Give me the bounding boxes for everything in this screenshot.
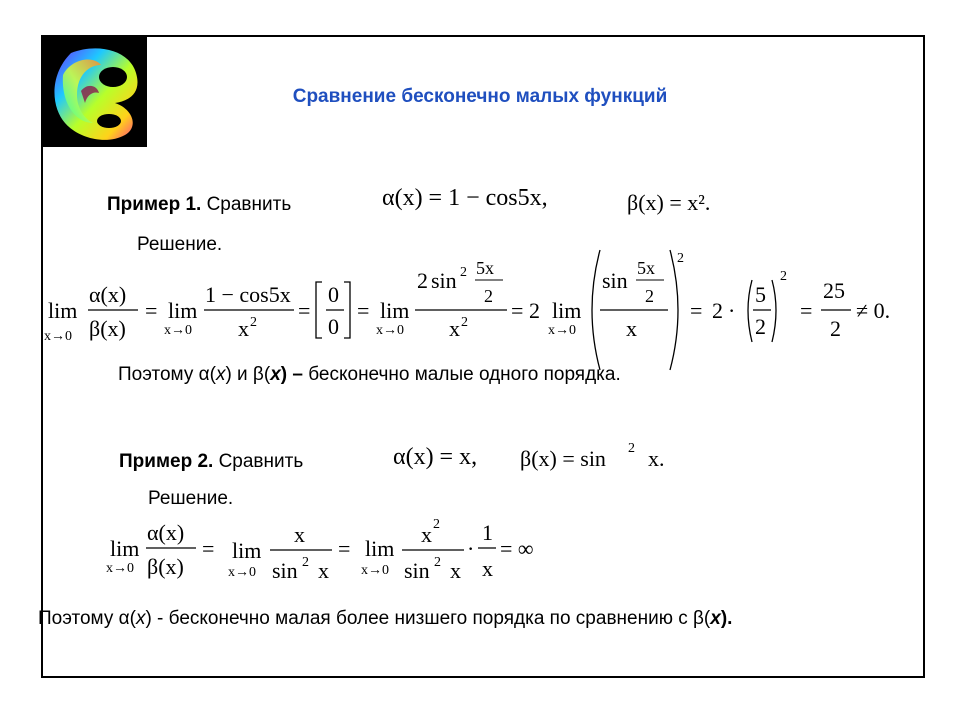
example1-label: Пример 1. [107, 194, 202, 215]
lim-1: lim [48, 298, 78, 323]
lim-sub-7: x→0 [361, 563, 389, 578]
two-den-1: 2 [484, 286, 493, 306]
lim-4: lim [552, 298, 582, 323]
lim-7: lim [365, 536, 395, 561]
two-den-3: 2 [755, 314, 766, 339]
den-sin-2: sin [404, 558, 430, 583]
example2-solution: Решение. [148, 488, 234, 509]
conclusion1-pre: Поэтому α( [118, 364, 216, 385]
zero-den: 0 [328, 314, 339, 339]
one-num: 1 [482, 520, 493, 545]
example2-beta-def: β(x) = sin [520, 446, 606, 471]
two-coef-3: 2 [712, 298, 723, 323]
lim-sub-1: x→0 [44, 329, 72, 344]
alpha-num: α(x) [89, 282, 127, 307]
neq-zero: ≠ 0. [856, 298, 891, 323]
den-sin-exp-1: 2 [302, 555, 309, 570]
conclusion1-mid: ) и β( [225, 364, 271, 385]
conclusion1-dash: – [287, 364, 309, 385]
eq-3: = [357, 298, 370, 323]
sin-1: sin [431, 268, 457, 293]
conclusion2-post: ) - бесконечно малая более низшего порядка по сравнению с β( [145, 608, 711, 629]
conclusion1-x2: x [270, 364, 281, 385]
den-x-1: x [238, 316, 249, 341]
example1-solution: Решение. [137, 234, 223, 255]
result-num: 25 [823, 278, 845, 303]
result-den: 2 [830, 316, 841, 341]
conclusion1-mid2: ) [280, 364, 288, 385]
conclusion1-post: бесконечно малые одного порядка. [308, 364, 621, 385]
conclusion2-end: ). [720, 608, 733, 629]
den-sin-x-1: x [318, 558, 329, 583]
den-sin-exp-2: 2 [434, 555, 441, 570]
two-coef: 2 [417, 268, 428, 293]
num-x-3: x [421, 522, 432, 547]
sin-exp-1: 2 [460, 265, 467, 280]
two-coef-2: 2 [529, 298, 540, 323]
example2-beta-def-end: x. [648, 446, 665, 471]
den-exp-2: 2 [461, 315, 468, 330]
eq-8: = [338, 536, 351, 561]
eq-7: = [202, 536, 215, 561]
conclusion2-x2: x [710, 608, 721, 629]
den-sin-x-2: x [450, 558, 461, 583]
eq-1: = [145, 298, 158, 323]
dot-2: · [467, 536, 475, 561]
den-sin-1: sin [272, 558, 298, 583]
num-x-2: x [294, 522, 305, 547]
lim-sub-5: x→0 [106, 561, 134, 576]
example2-beta-exp: 2 [628, 441, 635, 456]
zero-num: 0 [328, 282, 339, 307]
den-x-3: x [626, 316, 637, 341]
eq-5: = [690, 298, 703, 323]
example1-beta-def: β(x) = x². [627, 190, 711, 215]
conclusion2-pre: Поэтому α( [38, 608, 136, 629]
eq-6: = [800, 298, 813, 323]
five-x-2: 5x [637, 258, 655, 278]
den-exp-1: 2 [250, 315, 257, 330]
paren-exp-2: 2 [780, 269, 787, 284]
lim-sub-6: x→0 [228, 565, 256, 580]
one-den-x: x [482, 556, 493, 581]
example1-text: Сравнить [201, 194, 292, 215]
conclusion2-x1: x [135, 608, 146, 629]
den-x-2: x [449, 316, 460, 341]
example1-alpha-def: α(x) = 1 − cos5x, [382, 185, 548, 211]
lim-sub-4: x→0 [548, 323, 576, 338]
equals-infinity: = ∞ [500, 536, 534, 561]
five-x-1: 5x [476, 258, 494, 278]
dot-1: · [728, 298, 736, 323]
num-1-cos5x: 1 − cos5x [205, 282, 291, 307]
slide-title: Сравнение бесконечно малых функций [292, 86, 668, 107]
alpha-num-2: α(x) [147, 520, 185, 545]
num-exp-3: 2 [433, 517, 440, 532]
eq-4: = [511, 298, 524, 323]
paren-exp: 2 [677, 251, 684, 266]
example2-alpha-def: α(x) = x, [393, 444, 478, 470]
lim-5: lim [110, 536, 140, 561]
lim-sub-2: x→0 [164, 323, 192, 338]
lim-3: lim [380, 298, 410, 323]
example2-text: Сравнить [213, 451, 304, 472]
lim-sub-3: x→0 [376, 323, 404, 338]
example2-label: Пример 2. [119, 451, 214, 472]
sin-2: sin [602, 268, 628, 293]
example2-conclusion [38, 608, 732, 630]
conclusion1-x1: x [215, 364, 226, 385]
five-num: 5 [755, 282, 766, 307]
beta-den-2: β(x) [147, 554, 184, 579]
eq-2: = [298, 298, 311, 323]
beta-den: β(x) [89, 316, 126, 341]
lim-2: lim [168, 298, 198, 323]
two-den-2: 2 [645, 286, 654, 306]
lim-6: lim [232, 538, 262, 563]
